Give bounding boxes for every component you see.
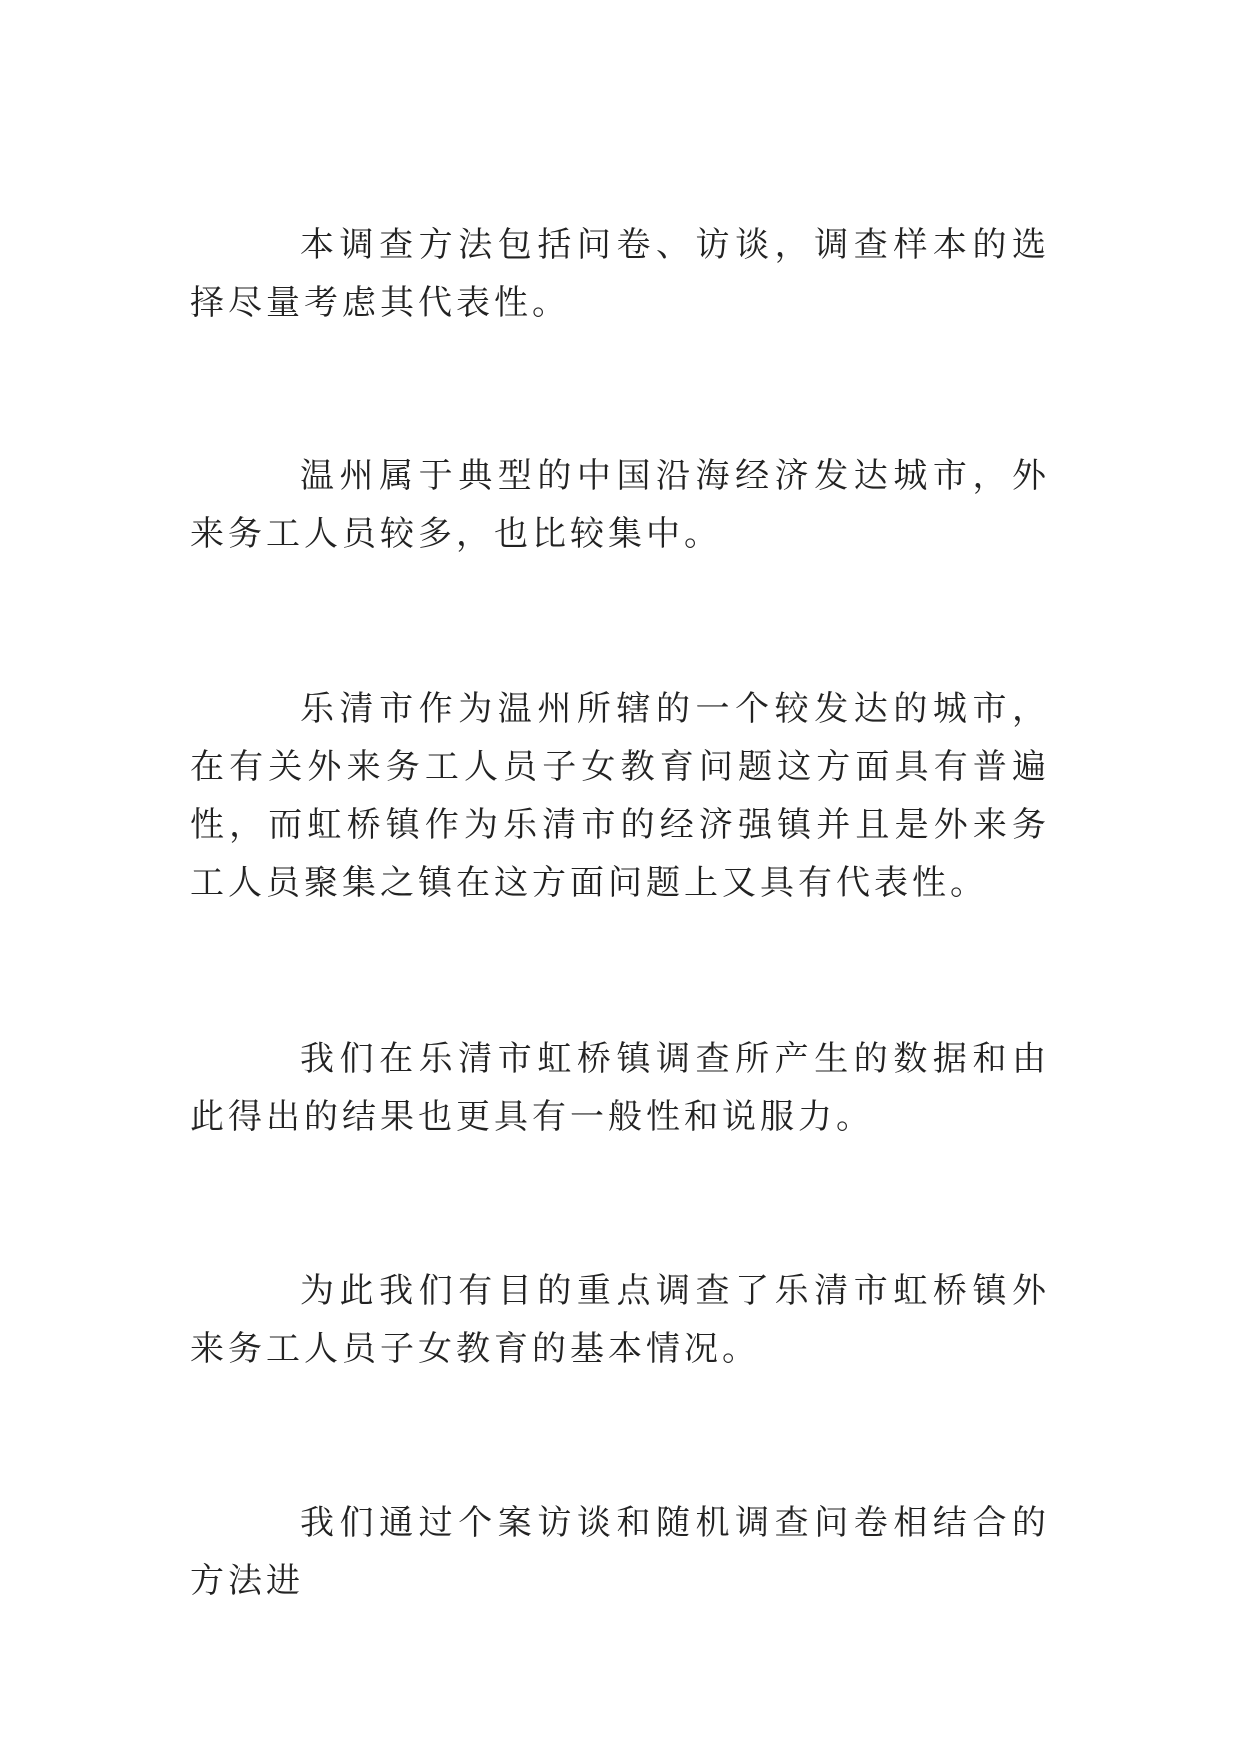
paragraph-method-continued: 我们通过个案访谈和随机调查问卷相结合的方法进: [190, 1503, 1050, 1601]
paragraph-yueqing: 乐清市作为温州所辖的一个较发达的城市，在有关外来务工人员子女教育问题这方面具有普遍性，而虹桥镇作为乐清市的经济强镇并且是外来务工人员聚集之镇在这方面问题上又具有代表性。: [190, 689, 1050, 903]
paragraph-survey-method: 本调查方法包括问卷、访谈，调查样本的选择尽量考虑其代表性。: [190, 225, 1050, 323]
paragraph-data-results: 我们在乐清市虹桥镇调查所产生的数据和由此得出的结果也更具有一般性和说服力。: [190, 1039, 1050, 1137]
paragraph-wenzhou: 温州属于典型的中国沿海经济发达城市，外来务工人员较多，也比较集中。: [190, 456, 1050, 554]
paragraph-focus: 为此我们有目的重点调查了乐清市虹桥镇外来务工人员子女教育的基本情况。: [190, 1271, 1050, 1369]
